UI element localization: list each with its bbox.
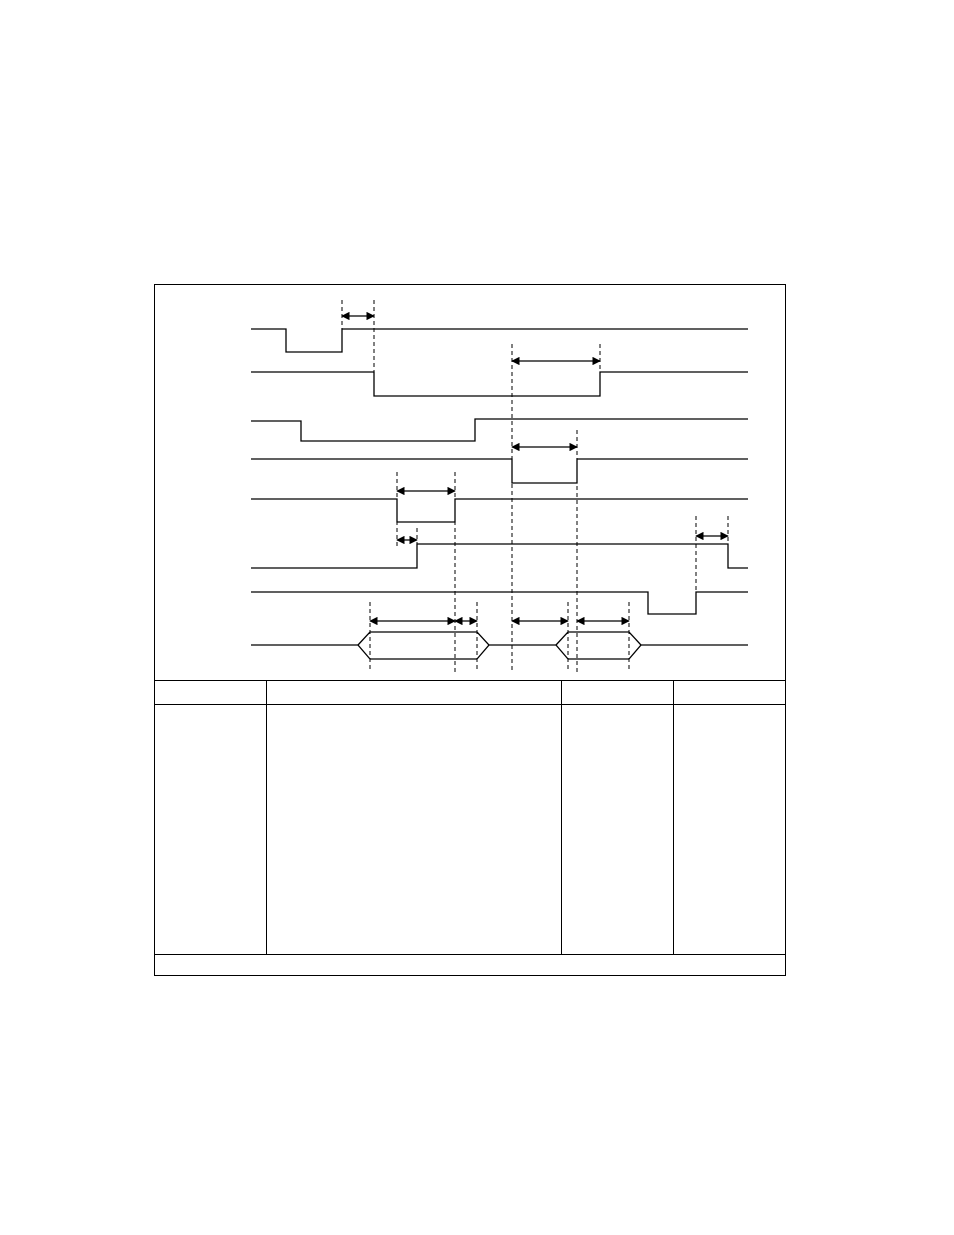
signal-4-waveform <box>251 459 748 483</box>
signal-3-waveform <box>251 419 748 441</box>
signal-5-waveform <box>251 499 748 522</box>
signal-1-waveform <box>251 329 748 352</box>
signal-7-waveform <box>251 592 748 614</box>
timing-reference-lines <box>342 300 728 672</box>
signal-2-waveform <box>251 372 748 396</box>
bus-waveform <box>251 632 748 659</box>
parameter-table <box>155 681 786 955</box>
signal-6-waveform <box>251 544 748 568</box>
timing-waveforms <box>251 329 748 659</box>
figure-frame <box>155 285 786 976</box>
timing-dimension-arrows <box>342 316 728 621</box>
